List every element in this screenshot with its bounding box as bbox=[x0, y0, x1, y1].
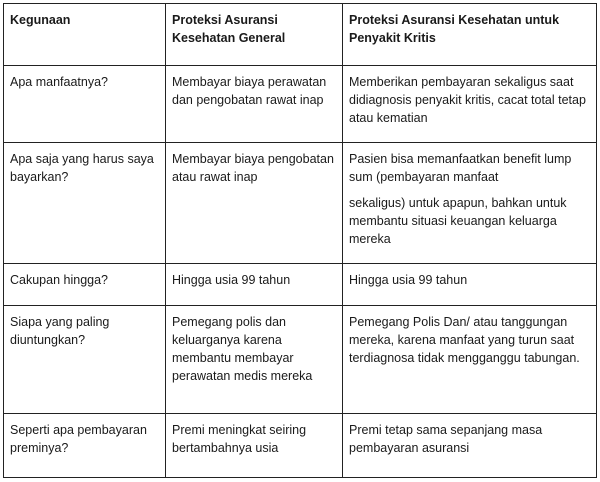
row-question: Seperti apa pembayaran preminya? bbox=[4, 414, 166, 478]
header-general-health: Proteksi Asuransi Kesehatan General bbox=[166, 4, 343, 66]
table-row bbox=[4, 143, 597, 264]
table-row bbox=[4, 306, 597, 414]
row-general-cell: Premi meningkat seiring bertambahnya usia bbox=[166, 414, 343, 478]
cell-paragraph: Pemegang Polis Dan/ atau tanggungan mereka, karena manfaat yang turun saat terdiagnosa tidak mengganggu tabungan. bbox=[349, 315, 580, 365]
row-critical-cell bbox=[343, 264, 597, 306]
cell-paragraph: Pasien bisa memanfaatkan benefit lump sum (pembayaran manfaat bbox=[349, 152, 572, 184]
table-row bbox=[4, 414, 597, 478]
cell-paragraph: Memberikan pembayaran sekaligus saat didiagnosis penyakit kritis, cacat total tetap atau kematian bbox=[349, 75, 586, 125]
row-question: Siapa yang paling diuntungkan? bbox=[4, 306, 166, 414]
row-critical-cell bbox=[343, 414, 597, 478]
row-question: Apa manfaatnya? bbox=[4, 66, 166, 143]
row-general-cell: Membayar biaya pengobatan atau rawat inap bbox=[166, 143, 343, 264]
comparison-table bbox=[3, 3, 597, 478]
row-general-cell: Hingga usia 99 tahun bbox=[166, 264, 343, 306]
header-kegunaan: Kegunaan bbox=[4, 4, 166, 66]
header-critical-illness: Proteksi Asuransi Kesehatan untuk Penyakit Kritis bbox=[343, 4, 597, 66]
row-critical-cell bbox=[343, 306, 597, 414]
row-general-cell: Pemegang polis dan keluarganya karena membantu membayar perawatan medis mereka bbox=[166, 306, 343, 414]
table-row bbox=[4, 66, 597, 143]
row-question: Apa saja yang harus saya bayarkan? bbox=[4, 143, 166, 264]
row-critical-cell bbox=[343, 143, 597, 264]
cell-paragraph: Hingga usia 99 tahun bbox=[349, 273, 468, 287]
cell-paragraph: sekaligus) untuk apapun, bahkan untuk membantu situasi keuangan keluarga mereka bbox=[349, 196, 567, 246]
cell-paragraph: Premi tetap sama sepanjang masa pembayaran asuransi bbox=[349, 423, 543, 455]
table-row bbox=[4, 264, 597, 306]
row-critical-cell bbox=[343, 66, 597, 143]
table-header-row bbox=[4, 4, 597, 66]
row-general-cell: Membayar biaya perawatan dan pengobatan rawat inap bbox=[166, 66, 343, 143]
row-question: Cakupan hingga? bbox=[4, 264, 166, 306]
